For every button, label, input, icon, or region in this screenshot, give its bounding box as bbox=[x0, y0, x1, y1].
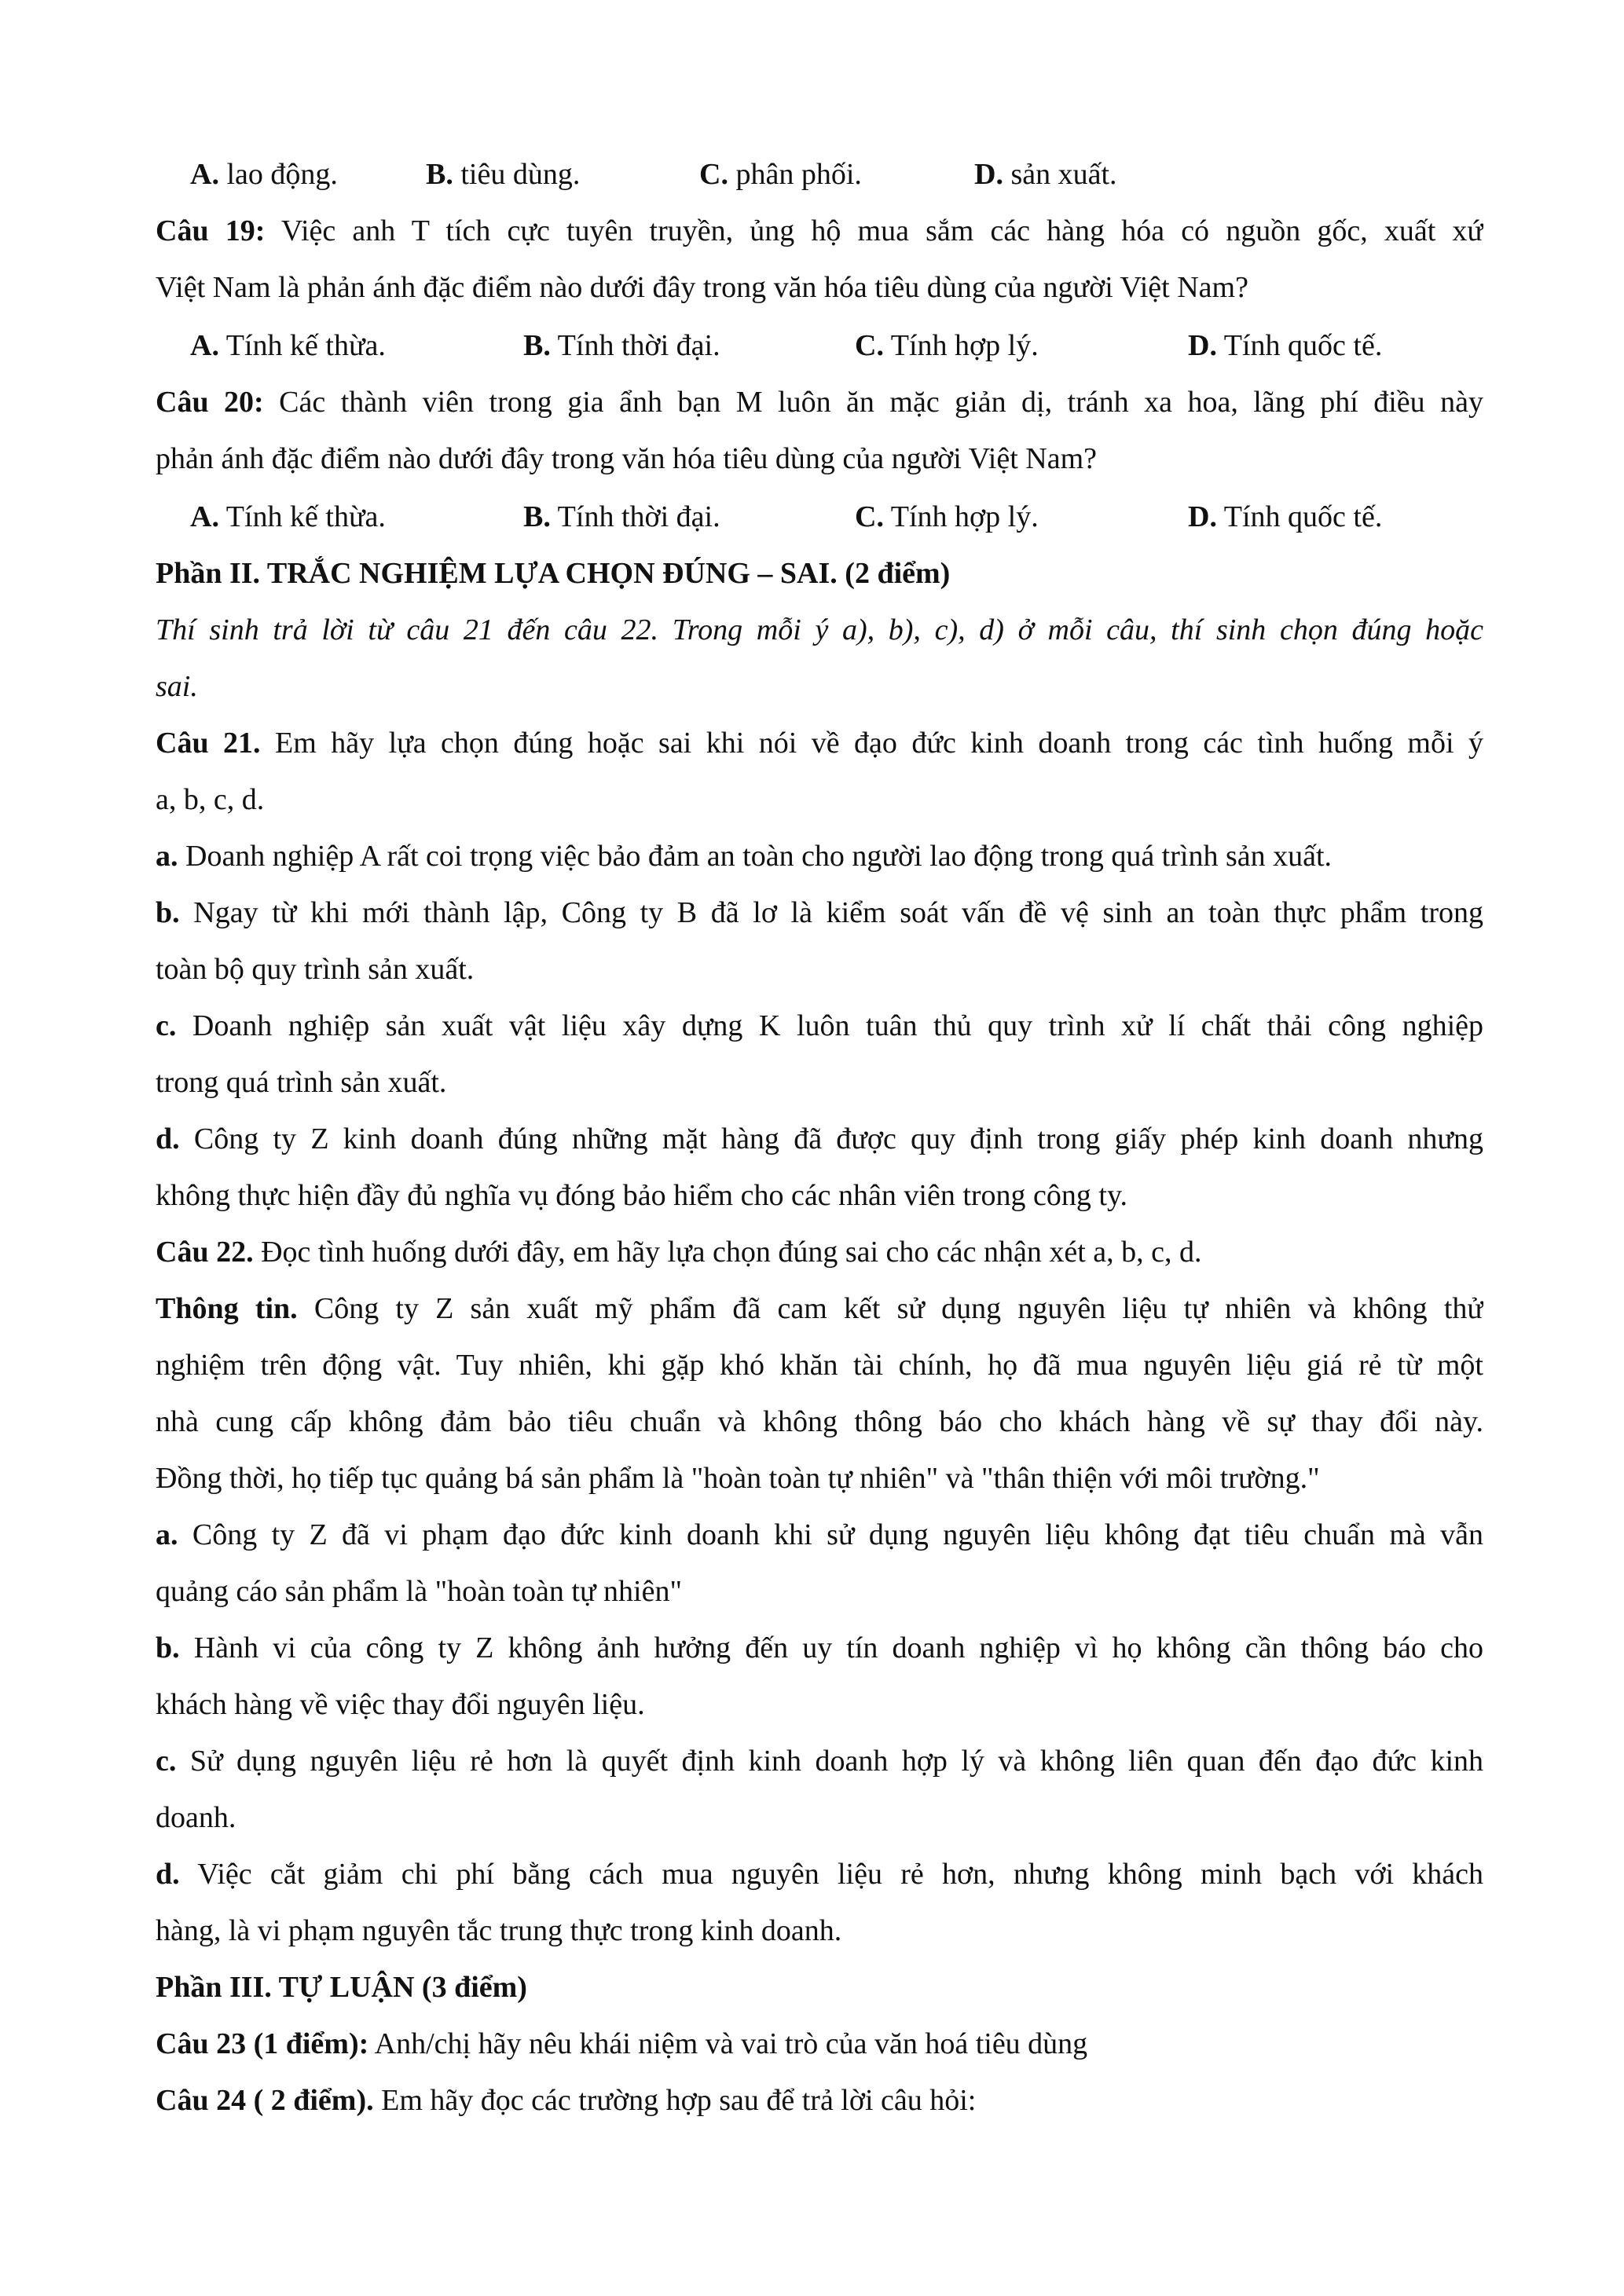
item-key: a. bbox=[156, 1518, 178, 1551]
q20-line1 bbox=[156, 374, 1483, 430]
q22-item-b-line2: khách hàng về việc thay đổi nguyên liệu. bbox=[156, 1688, 645, 1721]
q21-line2: a, b, c, d. bbox=[156, 783, 265, 816]
question-text: phản ánh đặc điểm nào dưới đây trong văn hóa tiêu dùng của người Việt Nam? bbox=[156, 442, 1098, 475]
question-label: Câu 21. bbox=[156, 727, 261, 760]
item-text: Hành vi của công ty Z không ảnh hưởng đến uy tín doanh nghiệp vì họ không cần thông báo cho bbox=[179, 1631, 1483, 1664]
info-text: Công ty Z sản xuất mỹ phẩm đã cam kết sử dụng nguyên liệu tự nhiên và không thử bbox=[297, 1292, 1483, 1325]
q18-option-a bbox=[190, 146, 338, 203]
q22-item-d-line1 bbox=[156, 1846, 1483, 1902]
option-text: Tính thời đại. bbox=[550, 329, 720, 362]
q22-info-line4: Đồng thời, họ tiếp tục quảng bá sản phẩm là "hoàn toàn tự nhiên" và "thân thiện với môi trường." bbox=[156, 1462, 1320, 1495]
option-key: A. bbox=[190, 158, 219, 191]
q19-option-c bbox=[855, 317, 1039, 374]
question-text: Em hãy lựa chọn đúng hoặc sai khi nói về đạo đức kinh doanh trong các tình huống mỗi ý bbox=[260, 727, 1483, 760]
option-key: C. bbox=[855, 500, 884, 533]
option-text: Tính hợp lý. bbox=[883, 500, 1039, 533]
question-text: Các thành viên trong gia ẩnh bạn M luôn ăn mặc giản dị, tránh xa hoa, lãng phí điều này bbox=[263, 386, 1483, 419]
part2-instruction-line2: sai. bbox=[156, 670, 198, 703]
question-label: Câu 24 ( 2 điểm). bbox=[156, 2084, 374, 2117]
item-key: d. bbox=[156, 1122, 180, 1155]
q22-item-b-line1 bbox=[156, 1620, 1483, 1676]
item-text: Việc cắt giảm chi phí bằng cách mua nguyên liệu rẻ hơn, nhưng không minh bạch với khách bbox=[179, 1858, 1483, 1891]
item-text: Công ty Z kinh doanh đúng những mặt hàng đã được quy định trong giấy phép kinh doanh nhưng bbox=[179, 1122, 1483, 1155]
q22-line1 bbox=[156, 1224, 1483, 1280]
item-text: Công ty Z đã vi phạm đạo đức kinh doanh khi sử dụng nguyên liệu không đạt tiêu chuẩn mà vẫn bbox=[178, 1518, 1483, 1551]
info-label: Thông tin. bbox=[156, 1292, 298, 1325]
option-key: D. bbox=[1188, 500, 1217, 533]
q19-options bbox=[190, 317, 1487, 374]
q21-item-a bbox=[156, 828, 1483, 884]
question-text: Đọc tình huống dưới đây, em hãy lựa chọn đúng sai cho các nhận xét a, b, c, d. bbox=[253, 1236, 1202, 1269]
q20-options bbox=[190, 489, 1487, 545]
part2-instruction-line1: Thí sinh trả lời từ câu 21 đến câu 22. Trong mỗi ý a), b), c), d) ở mỗi câu, thí sinh chọn đúng hoặc bbox=[156, 613, 1483, 646]
q21-item-c-line2: trong quá trình sản xuất. bbox=[156, 1066, 447, 1099]
option-key: D. bbox=[974, 158, 1003, 191]
question-label: Câu 22. bbox=[156, 1236, 254, 1269]
item-key: c. bbox=[156, 1009, 177, 1042]
question-text: Việt Nam là phản ánh đặc điểm nào dưới đây trong văn hóa tiêu dùng của người Việt Nam? bbox=[156, 271, 1248, 304]
option-key: B. bbox=[523, 329, 551, 362]
option-key: A. bbox=[190, 500, 219, 533]
option-key: B. bbox=[426, 158, 453, 191]
q22-item-c-line1 bbox=[156, 1733, 1483, 1789]
q22-info-line2: nghiệm trên động vật. Tuy nhiên, khi gặp khó khăn tài chính, họ đã mua nguyên liệu giá rẻ từ một bbox=[156, 1349, 1483, 1382]
part2-heading: Phần II. TRẮC NGHIỆM LỰA CHỌN ĐÚNG – SAI. (2 điểm) bbox=[156, 557, 951, 590]
q22-item-d-line2: hàng, là vi phạm nguyên tắc trung thực trong kinh doanh. bbox=[156, 1914, 842, 1947]
q22-info-line3: nhà cung cấp không đảm bảo tiêu chuẩn và không thông báo cho khách hàng về sự thay đổi này. bbox=[156, 1405, 1483, 1438]
q22-info-line1 bbox=[156, 1280, 1483, 1337]
item-key: a. bbox=[156, 840, 178, 873]
q19-option-a bbox=[190, 317, 386, 374]
option-text: Tính kế thừa. bbox=[218, 500, 386, 533]
option-key: A. bbox=[190, 329, 219, 362]
option-text: lao động. bbox=[218, 158, 338, 191]
q21-item-c-line1 bbox=[156, 998, 1483, 1054]
question-label: Câu 19: bbox=[156, 214, 266, 247]
q20-option-d bbox=[1188, 489, 1382, 545]
item-key: b. bbox=[156, 1631, 180, 1664]
q23-line bbox=[156, 2016, 1483, 2072]
q21-item-b-line1 bbox=[156, 884, 1483, 941]
question-label: Câu 20: bbox=[156, 386, 264, 419]
q20-line2 bbox=[156, 430, 1483, 487]
option-text: Tính quốc tế. bbox=[1216, 500, 1383, 533]
option-key: C. bbox=[699, 158, 728, 191]
q22-item-a-line2: quảng cáo sản phẩm là "hoàn toàn tự nhiên" bbox=[156, 1575, 682, 1608]
q18-option-b bbox=[426, 146, 580, 203]
q21-item-d-line2: không thực hiện đầy đủ nghĩa vụ đóng bảo hiểm cho các nhân viên trong công ty. bbox=[156, 1179, 1128, 1212]
question-label: Câu 23 (1 điểm): bbox=[156, 2027, 369, 2060]
item-text: Sử dụng nguyên liệu rẻ hơn là quyết định kinh doanh hợp lý và không liên quan đến đạo đức kinh bbox=[176, 1745, 1483, 1778]
question-text: Việc anh T tích cực tuyên truyền, ủng hộ mua sắm các hàng hóa có nguồn gốc, xuất xứ bbox=[265, 214, 1483, 247]
q20-option-c bbox=[855, 489, 1039, 545]
q19-option-d bbox=[1188, 317, 1382, 374]
option-text: Tính kế thừa. bbox=[218, 329, 386, 362]
option-text: phân phối. bbox=[728, 158, 862, 191]
item-key: d. bbox=[156, 1858, 180, 1891]
item-key: b. bbox=[156, 896, 180, 929]
q19-line2 bbox=[156, 259, 1483, 316]
item-text: Ngay từ khi mới thành lập, Công ty B đã lơ là kiểm soát vấn đề vệ sinh an toàn thực phẩm trong bbox=[179, 896, 1483, 929]
q24-line bbox=[156, 2072, 1483, 2129]
q22-item-c-line2: doanh. bbox=[156, 1801, 236, 1834]
q18-option-c bbox=[699, 146, 862, 203]
q20-option-a bbox=[190, 489, 386, 545]
q21-item-d-line1 bbox=[156, 1111, 1483, 1167]
option-key: B. bbox=[523, 500, 551, 533]
option-key: D. bbox=[1188, 329, 1217, 362]
q19-line1 bbox=[156, 203, 1483, 259]
option-text: Tính hợp lý. bbox=[883, 329, 1039, 362]
option-text: sản xuất. bbox=[1003, 158, 1117, 191]
option-text: Tính thời đại. bbox=[550, 500, 720, 533]
item-key: c. bbox=[156, 1745, 177, 1778]
part3-heading: Phần III. TỰ LUẬN (3 điểm) bbox=[156, 1971, 527, 2004]
q19-option-b bbox=[523, 317, 720, 374]
q22-item-a-line1 bbox=[156, 1507, 1483, 1563]
option-key: C. bbox=[855, 329, 884, 362]
item-text: Doanh nghiệp sản xuất vật liệu xây dựng K luôn tuân thủ quy trình xử lí chất thải công nghiệp bbox=[176, 1009, 1483, 1042]
item-text: Doanh nghiệp A rất coi trọng việc bảo đảm an toàn cho người lao động trong quá trình sản xuất. bbox=[178, 840, 1333, 873]
q21-line1 bbox=[156, 715, 1483, 771]
q18-options bbox=[190, 146, 1487, 203]
q18-option-d bbox=[974, 146, 1117, 203]
option-text: Tính quốc tế. bbox=[1216, 329, 1383, 362]
question-text: Anh/chị hãy nêu khái niệm và vai trò của văn hoá tiêu dùng bbox=[368, 2027, 1088, 2060]
q21-item-b-line2: toàn bộ quy trình sản xuất. bbox=[156, 953, 475, 986]
question-text: Em hãy đọc các trường hợp sau để trả lời câu hỏi: bbox=[373, 2084, 977, 2117]
q20-option-b bbox=[523, 489, 720, 545]
option-text: tiêu dùng. bbox=[453, 158, 581, 191]
